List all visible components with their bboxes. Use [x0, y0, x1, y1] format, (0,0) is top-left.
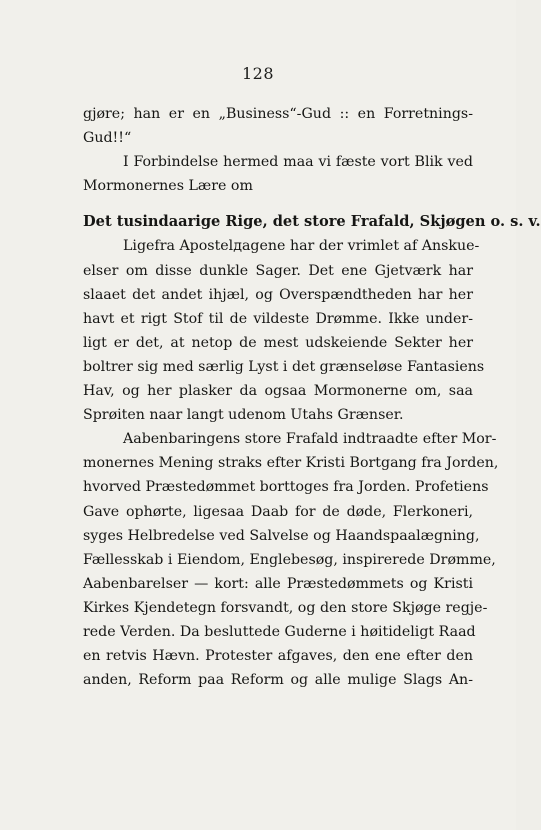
- text-line: gjøre; han er en „Business“-Gud :: en Forretnings-: [83, 106, 473, 122]
- text-line: boltrer sig med særlig Lyst i det grænseløse Fantasiens: [83, 358, 485, 375]
- text-line: Hav, og her plasker da ogsaa Mormonerne om, saa: [83, 383, 473, 400]
- page-text: [83, 102, 541, 692]
- text-line: rede Verden. Da besluttede Guderne i høitideligt Raad: [83, 623, 476, 640]
- text-line: en retvis Hævn. Protester afgaves, den ene efter den: [83, 648, 473, 665]
- text-line: Kirkes Kjendetegn forsvandt, og den store Skjøge regje-: [83, 599, 488, 616]
- text-line: elser om disse dunkle Sager. Det ene Gjetværk har: [83, 262, 473, 279]
- text-line: Aabenbarelser — kort: alle Præstedømmets og Kristi: [83, 575, 473, 592]
- text-line: Sprøiten naar langt udenom Utahs Grænser.: [83, 407, 404, 424]
- text-line: slaaet det andet ihjæl, og Overspændtheden har her: [83, 286, 473, 303]
- text-line: hvorved Præstedømmet borttoges fra Jorden. Profetiens: [83, 479, 489, 496]
- text-line: monernes Mening straks efter Kristi Bortgang fra Jorden,: [83, 455, 499, 472]
- text-line: Gud!!“: [83, 130, 132, 147]
- text-line: Fællesskab i Eiendom, Englebesøg, inspirerede Drømme,: [83, 551, 496, 568]
- text-line: anden, Reform paa Reform og alle mulige Slags An-: [83, 672, 473, 689]
- text-line: Mormonernes Lære om: [83, 178, 253, 195]
- text-line: ligt er det, at netop de mest udskeiende Sekter her: [83, 334, 473, 351]
- page-number: 128: [241, 64, 275, 83]
- spacer: [83, 198, 473, 210]
- text-line: I Forbindelse hermed maa vi fæste vort Blik ved: [123, 154, 473, 171]
- section-heading: Det tusindaarige Rige, det store Frafald, Skjøgen o. s. v.: [83, 213, 541, 231]
- text-line: Gave ophørte, ligesaa Daab for de døde, Flerkoneri,: [83, 503, 473, 520]
- text-line: Aabenbaringens store Frafald indtraadte efter Mor-: [123, 431, 497, 448]
- text-line: havt et rigt Stof til de vildeste Drømme. Ikke under-: [83, 310, 473, 327]
- text-line: syges Helbredelse ved Salvelse og Haandspaalægning,: [83, 527, 480, 544]
- text-line: Ligefra Apostelдagene har der vrimlet af Anskue-: [123, 238, 480, 255]
